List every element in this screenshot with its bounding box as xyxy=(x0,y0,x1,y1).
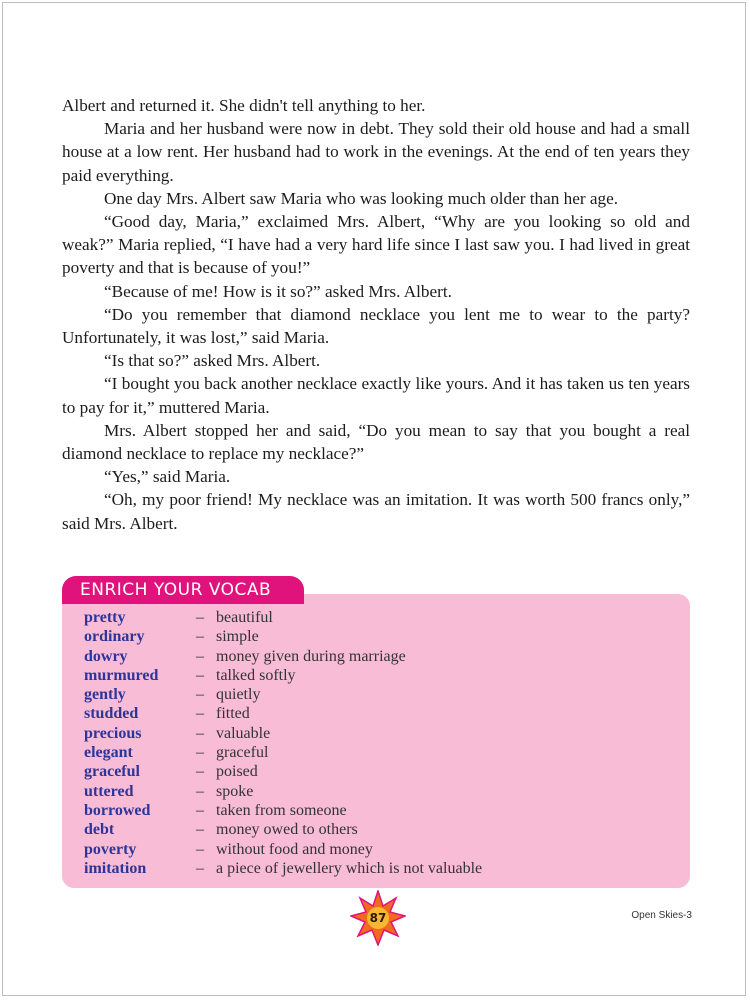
vocab-meaning: poised xyxy=(216,763,258,781)
vocab-row xyxy=(84,647,674,666)
vocab-word: murmured xyxy=(84,666,159,684)
vocab-row xyxy=(84,743,674,762)
vocab-word: graceful xyxy=(84,763,140,781)
vocab-meaning: graceful xyxy=(216,744,269,762)
vocab-row xyxy=(84,782,674,801)
vocab-word: ordinary xyxy=(84,628,145,646)
vocab-word: studded xyxy=(84,705,139,723)
vocab-dash: – xyxy=(196,686,204,704)
vocab-dash: – xyxy=(196,821,204,839)
vocab-dash: – xyxy=(196,724,204,742)
vocab-word: precious xyxy=(84,724,142,742)
vocab-meaning: talked softly xyxy=(216,666,296,684)
paragraph: Albert and returned it. She didn't tell anything to her. xyxy=(62,96,426,115)
paragraph: “Yes,” said Maria. xyxy=(104,467,231,487)
paragraph: “Do you remember that diamond necklace you lent me to wear to the party? Unfortunately, it was lost,” said Maria. xyxy=(62,304,690,348)
vocab-word: gently xyxy=(84,686,126,704)
book-name: Open Skies-3 xyxy=(631,910,692,921)
vocab-word: poverty xyxy=(84,840,137,858)
page-number: 87 xyxy=(369,911,387,925)
vocab-row xyxy=(84,859,674,878)
vocab-meaning: quietly xyxy=(216,686,261,704)
paragraph: “Because of me! How is it so?” asked Mrs. Albert. xyxy=(104,281,452,301)
vocab-row xyxy=(84,820,674,839)
vocab-word: borrowed xyxy=(84,801,151,819)
vocab-meaning: money owed to others xyxy=(216,821,358,839)
vocab-meaning: spoke xyxy=(216,782,254,800)
vocab-word: dowry xyxy=(84,647,128,665)
vocab-dash: – xyxy=(196,744,204,762)
story-text xyxy=(62,94,690,535)
vocab-meaning: valuable xyxy=(216,724,271,742)
vocab-word: elegant xyxy=(84,744,133,762)
vocab-dash: – xyxy=(196,609,204,626)
vocab-row xyxy=(84,666,674,685)
paragraph: Mrs. Albert stopped her and said, “Do you mean to say that you bought a real diamond necklace to replace my necklace?” xyxy=(62,420,690,464)
paragraph: “I bought you back another necklace exactly like yours. And it has taken us ten years to pay for it,” muttered Maria. xyxy=(62,374,690,417)
vocab-meaning: beautiful xyxy=(216,609,273,626)
vocab-row xyxy=(84,704,674,723)
vocab-dash: – xyxy=(196,840,204,858)
paragraph: “Oh, my poor friend! My necklace was an imitation. It was worth 500 francs only,” said Mrs. Albert. xyxy=(62,490,690,533)
vocab-dash: – xyxy=(196,666,204,684)
vocab-row xyxy=(84,627,674,646)
paragraph: “Good day, Maria,” exclaimed Mrs. Albert, “Why are you looking so old and weak?” Maria replied, “I have had a very hard life since I last saw you. I had lived in great poverty and that is because of you!” xyxy=(62,212,690,278)
vocab-meaning: fitted xyxy=(216,705,250,723)
vocab-word: uttered xyxy=(84,782,134,800)
vocab-word: imitation xyxy=(84,859,147,877)
vocab-word: debt xyxy=(84,821,115,839)
vocab-row xyxy=(84,840,674,859)
vocab-word: pretty xyxy=(84,609,126,626)
paragraph: One day Mrs. Albert saw Maria who was looking much older than her age. xyxy=(104,188,619,208)
vocab-dash: – xyxy=(196,763,204,781)
vocab-dash: – xyxy=(196,647,204,665)
vocab-list xyxy=(84,608,674,878)
vocab-row xyxy=(84,724,674,743)
vocab-meaning: without food and money xyxy=(216,840,373,858)
vocab-meaning: taken from someone xyxy=(216,801,347,819)
vocab-meaning: simple xyxy=(216,628,259,646)
vocab-dash: – xyxy=(196,782,204,800)
paragraph: “Is that so?” asked Mrs. Albert. xyxy=(104,351,321,371)
vocab-row xyxy=(84,608,674,627)
vocab-dash: – xyxy=(196,801,204,819)
vocab-dash: – xyxy=(196,628,204,646)
vocab-row xyxy=(84,685,674,704)
vocab-dash: – xyxy=(196,705,204,723)
vocab-meaning: a piece of jewellery which is not valuable xyxy=(216,859,483,877)
vocab-dash: – xyxy=(196,859,204,877)
vocab-meaning: money given during marriage xyxy=(216,647,406,665)
vocab-heading: ENRICH YOUR VOCAB xyxy=(62,576,304,604)
vocab-row xyxy=(84,762,674,781)
paragraph: Maria and her husband were now in debt. They sold their old house and had a small house at a low rent. Her husband had to work in the evenings. At the end of ten years they paid everything. xyxy=(62,119,690,185)
vocab-row xyxy=(84,801,674,820)
